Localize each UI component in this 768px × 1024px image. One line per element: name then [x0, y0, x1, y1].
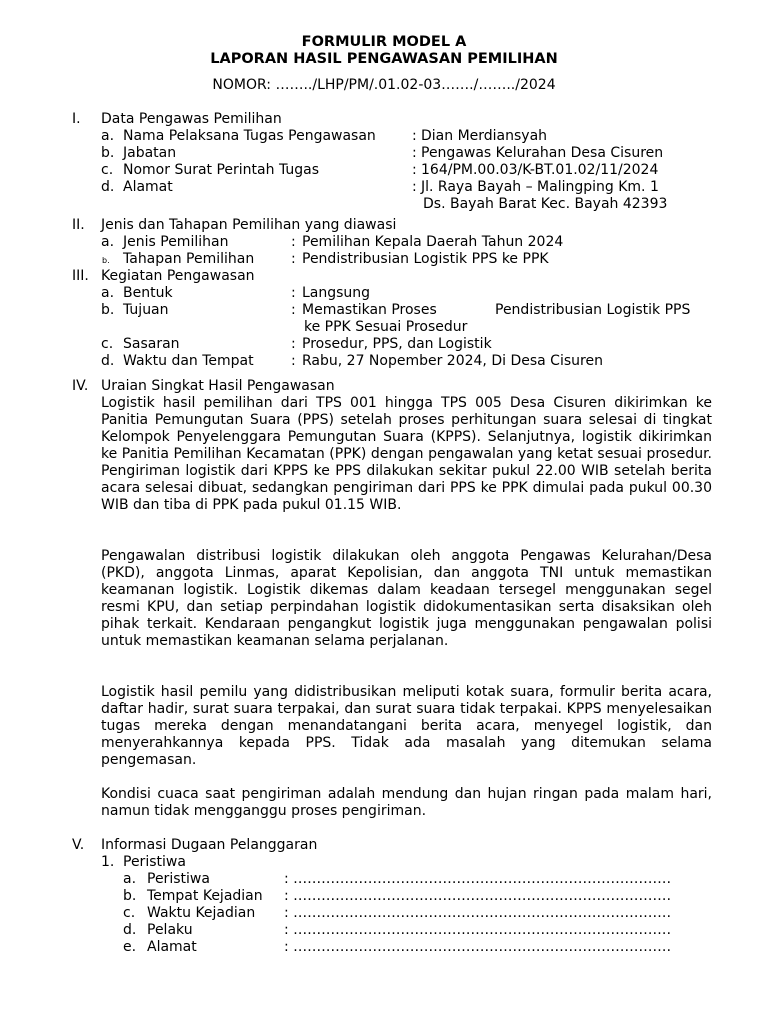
jenis-pemilihan-value: Pemilihan Kepala Daerah Tahun 2024: [302, 234, 564, 250]
surat-tugas-number: 164/PM.00.03/K-BT.01.02/11/2024: [421, 162, 659, 178]
field-label: Jenis Pemilihan: [123, 234, 229, 250]
section-4-title: Uraian Singkat Hasil Pengawasan: [101, 378, 335, 394]
section-4-number: IV.: [72, 378, 89, 394]
field-label: Waktu Kejadian: [147, 905, 256, 921]
field-colon: :: [412, 179, 417, 195]
blank-field: : ………………………………………………………………………: [284, 905, 672, 921]
form-title: FORMULIR MODEL A: [301, 34, 467, 50]
field-colon: :: [291, 285, 296, 301]
sasaran-value: Prosedur, PPS, dan Logistik: [302, 336, 492, 352]
alamat-line-1: Jl. Raya Bayah – Malingping Km. 1: [421, 179, 659, 195]
item-letter: d.: [123, 922, 137, 938]
item-letter: c.: [101, 162, 114, 178]
item-letter: b.: [102, 256, 110, 265]
paragraph: Logistik hasil pemilihan dari TPS 001 hingga TPS 005 Desa Cisuren dikirimkan ke Panitia Pemungutan Suara (PPS) setelah proses perhitungan suara selesai di tingkat Kelompok Penyelenggara Pemungutan Suara (KPPS). Selanjutnya, logistik dikirimkan ke Panitia Pemilihan Kecamatan (PPK) dengan pengawalan yang ketat sesuai prosedur. Pengiriman logistik dari KPPS ke PPS dilakukan sekitar pukul 22.00 WIB setelah berita acara selesai dibuat, sedangkan pengiriman dari PPS ke PPK dimulai pada pukul 00.30 WIB dan tiba di PPK pada pukul 01.15 WIB.: [101, 395, 712, 513]
field-label: Tujuan: [123, 302, 169, 318]
pelaksana-name: Dian Merdiansyah: [421, 128, 548, 144]
tujuan-value-part-1: Memastikan Proses: [302, 302, 437, 318]
field-colon: :: [412, 145, 417, 161]
section-3-number: III.: [72, 268, 89, 284]
section-2-number: II.: [72, 217, 85, 233]
item-letter: a.: [101, 128, 115, 144]
field-colon: :: [412, 162, 417, 178]
item-letter: b.: [123, 888, 137, 904]
field-label: Waktu dan Tempat: [123, 353, 254, 369]
bentuk-value: Langsung: [302, 285, 371, 301]
tujuan-value-part-2: Pendistribusian Logistik PPS: [495, 302, 691, 318]
paragraph: Kondisi cuaca saat pengiriman adalah mendung dan hujan ringan pada malam hari, namun tidak mengganggu proses pengiriman.: [101, 786, 712, 819]
item-letter: c.: [123, 905, 136, 921]
section-1-number: I.: [72, 111, 81, 127]
report-number: NOMOR: ……../LHP/PM/.01.02-03……./……../2024: [212, 77, 556, 93]
report-title: LAPORAN HASIL PENGAWASAN PEMILIHAN: [210, 51, 558, 67]
blank-field: : ………………………………………………………………………: [284, 939, 672, 955]
item-letter: c.: [101, 336, 114, 352]
field-label: Sasaran: [123, 336, 180, 352]
item-letter: b.: [101, 145, 115, 161]
field-colon: :: [291, 302, 296, 318]
field-colon: :: [291, 251, 296, 267]
alamat-line-2: Ds. Bayah Barat Kec. Bayah 42393: [423, 196, 668, 212]
field-label: Alamat: [147, 939, 197, 955]
field-label: Tahapan Pemilihan: [123, 251, 255, 267]
section-3-title: Kegiatan Pengawasan: [101, 268, 255, 284]
item-letter: a.: [123, 871, 137, 887]
tujuan-value-line-2: ke PPK Sesuai Prosedur: [304, 319, 468, 335]
subsection-number: 1.: [101, 854, 115, 870]
jabatan-value: Pengawas Kelurahan Desa Cisuren: [421, 145, 664, 161]
field-label: Peristiwa: [147, 871, 210, 887]
field-label: Bentuk: [123, 285, 173, 301]
field-colon: :: [291, 353, 296, 369]
field-colon: :: [291, 234, 296, 250]
blank-field: : ………………………………………………………………………: [284, 888, 672, 904]
blank-field: : ………………………………………………………………………: [284, 871, 672, 887]
paragraph: Logistik hasil pemilu yang didistribusikan meliputi kotak suara, formulir berita acara, daftar hadir, surat suara terpakai, dan surat suara tidak terpakai. KPPS menyelesaikan tugas mereka dengan menandatangani berita acara, menyegel logistik, dan menyerahkannya kepada PPS. Tidak ada masalah yang ditemukan selama pengemasan.: [101, 684, 712, 768]
paragraph: Pengawalan distribusi logistik dilakukan oleh anggota Pengawas Kelurahan/Desa (PKD), anggota Linmas, aparat Kepolisian, dan anggota TNI untuk memastikan keamanan logistik. Logistik dikemas dalam keadaan tersegel menggunakan segel resmi KPU, dan setiap perpindahan logistik didokumentasikan serta disaksikan oleh pihak terkait. Kendaraan pengangkut logistik juga menggunakan pengawalan polisi untuk memastikan keamanan selama perjalanan.: [101, 548, 712, 649]
field-label: Nomor Surat Perintah Tugas: [123, 162, 320, 178]
waktu-tempat-value: Rabu, 27 Nopember 2024, Di Desa Cisuren: [302, 353, 603, 369]
section-1-title: Data Pengawas Pemilihan: [101, 111, 282, 127]
item-letter: a.: [101, 285, 115, 301]
field-label: Pelaku: [147, 922, 193, 938]
item-letter: a.: [101, 234, 115, 250]
field-label: Alamat: [123, 179, 173, 195]
field-label: Nama Pelaksana Tugas Pengawasan: [123, 128, 376, 144]
item-letter: d.: [101, 179, 115, 195]
blank-field: : ………………………………………………………………………: [284, 922, 672, 938]
field-label: Tempat Kejadian: [147, 888, 263, 904]
field-colon: :: [291, 336, 296, 352]
item-letter: e.: [123, 939, 137, 955]
section-5-title: Informasi Dugaan Pelanggaran: [101, 837, 318, 853]
section-5-number: V.: [72, 837, 85, 853]
section-2-title: Jenis dan Tahapan Pemilihan yang diawasi: [101, 217, 397, 233]
item-letter: b.: [101, 302, 115, 318]
tahapan-pemilihan-value: Pendistribusian Logistik PPS ke PPK: [302, 251, 549, 267]
field-colon: :: [412, 128, 417, 144]
item-letter: d.: [101, 353, 115, 369]
field-label: Jabatan: [123, 145, 177, 161]
subsection-title: Peristiwa: [123, 854, 186, 870]
